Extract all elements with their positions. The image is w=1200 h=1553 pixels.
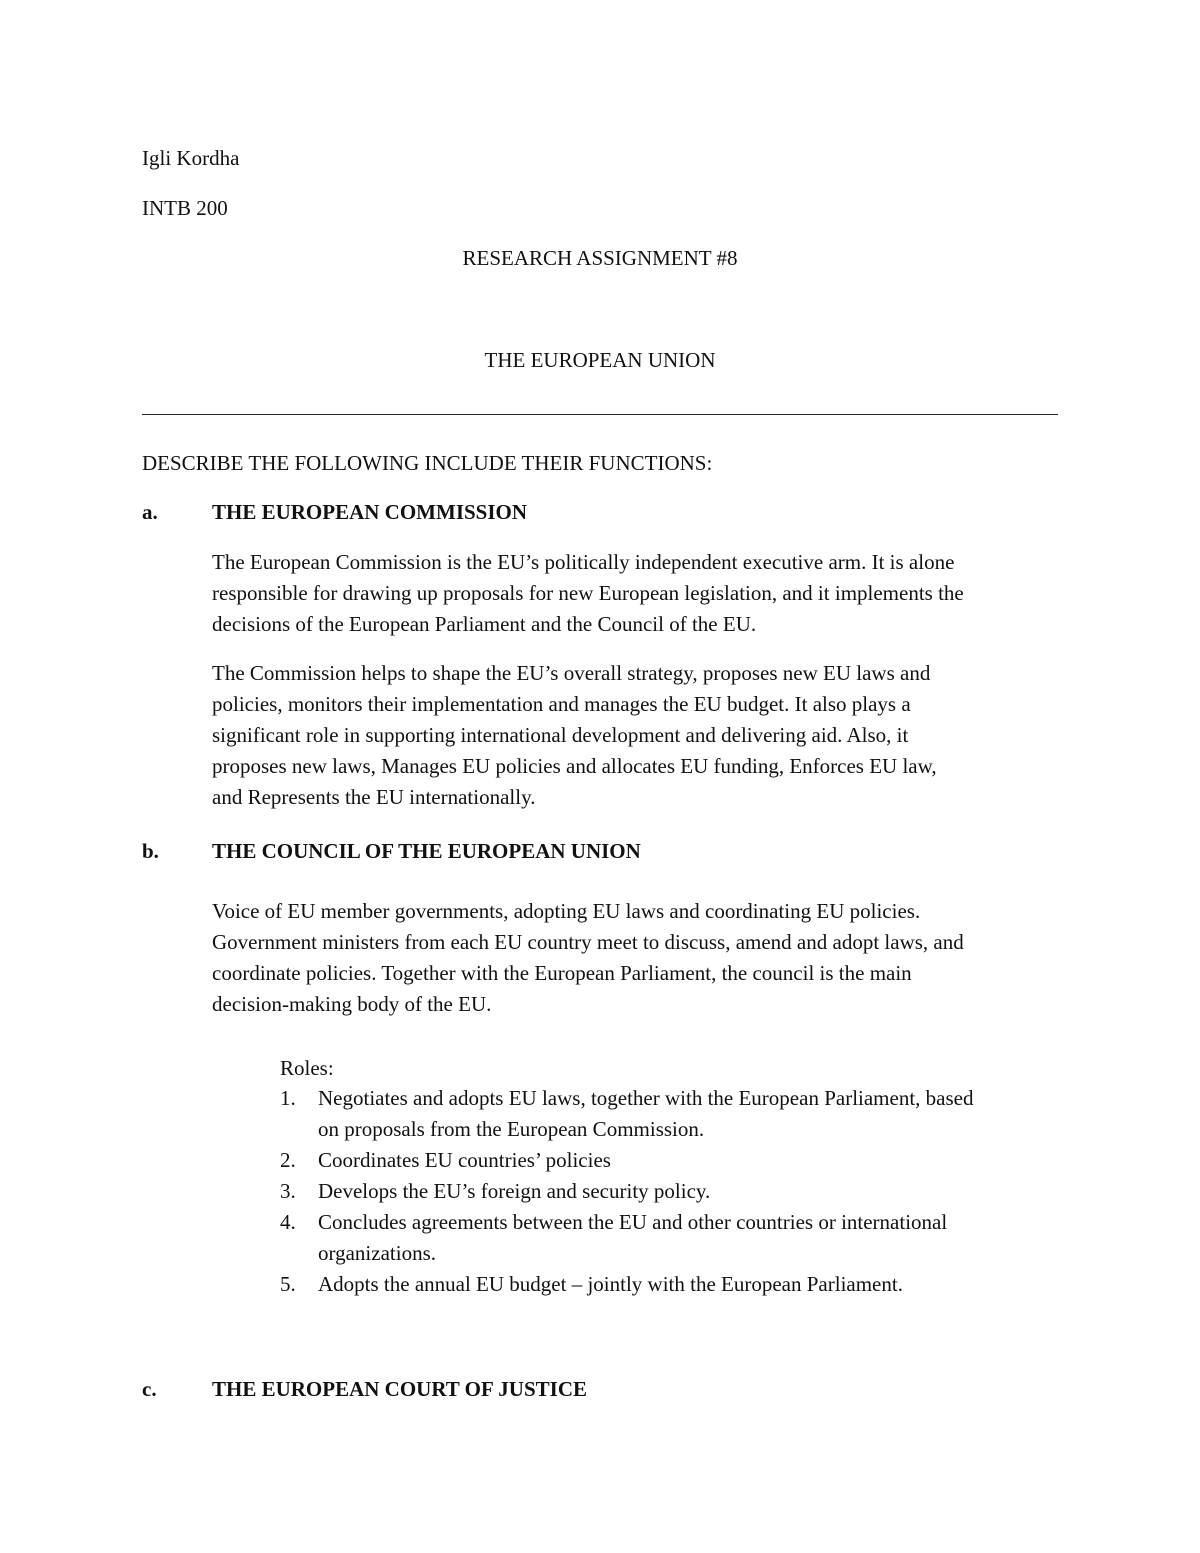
list-item-text: Coordinates EU countries’ policies: [318, 1148, 611, 1172]
paragraph-line: proposes new laws, Manages EU policies and allocates EU funding, Enforces EU law,: [212, 754, 937, 778]
paragraph-line: decision-making body of the EU.: [212, 992, 492, 1016]
paragraph-line: significant role in supporting international development and delivering aid. Also, it: [212, 723, 909, 747]
paragraph-line: Government ministers from each EU country meet to discuss, amend and adopt laws, and: [212, 930, 964, 954]
roles-heading: Roles:: [280, 1056, 334, 1080]
paragraph-line: decisions of the European Parliament and the Council of the EU.: [212, 612, 757, 636]
list-item-text: organizations.: [318, 1241, 437, 1265]
list-item-text: on proposals from the European Commission.: [318, 1117, 705, 1141]
paragraph-line: The European Commission is the EU’s politically independent executive arm. It is alone: [212, 550, 955, 574]
list-item-number: 1.: [280, 1086, 296, 1110]
paragraph-line: and Represents the EU internationally.: [212, 785, 536, 809]
roles-list: [280, 1083, 1080, 1300]
list-item-number: 3.: [280, 1179, 296, 1203]
paragraph-line: responsible for drawing up proposals for new European legislation, and it implements the: [212, 581, 964, 605]
list-item: [280, 1083, 1080, 1145]
student-name: Igli Kordha: [142, 146, 240, 170]
list-item-text: Adopts the annual EU budget – jointly with the European Parliament.: [318, 1272, 903, 1296]
paragraph-line: policies, monitors their implementation and manages the EU budget. It also plays a: [212, 692, 911, 716]
section-b-paragraph-1: [212, 896, 1072, 1020]
section-c-title: THE EUROPEAN COURT OF JUSTICE: [212, 1377, 587, 1401]
instruction-heading: DESCRIBE THE FOLLOWING INCLUDE THEIR FUNCTIONS:: [142, 451, 713, 475]
list-item: [280, 1176, 1080, 1207]
list-item-number: 2.: [280, 1148, 296, 1172]
list-item-number: 5.: [280, 1272, 296, 1296]
list-item-text: Concludes agreements between the EU and other countries or international: [318, 1210, 948, 1234]
assignment-title: RESEARCH ASSIGNMENT #8: [462, 246, 738, 270]
section-a-label: a.: [142, 500, 158, 524]
section-b-title: THE COUNCIL OF THE EUROPEAN UNION: [212, 839, 641, 863]
course-code: INTB 200: [142, 196, 228, 220]
list-item: [280, 1269, 1080, 1300]
list-item-text: Develops the EU’s foreign and security policy.: [318, 1179, 711, 1203]
paragraph-line: coordinate policies. Together with the European Parliament, the council is the main: [212, 961, 912, 985]
section-c-label: c.: [142, 1377, 157, 1401]
list-item-number: 4.: [280, 1210, 296, 1234]
list-item: [280, 1145, 1080, 1176]
section-b-label: b.: [142, 839, 159, 863]
paragraph-line: Voice of EU member governments, adopting EU laws and coordinating EU policies.: [212, 899, 921, 923]
section-a-paragraph-1: [212, 547, 1072, 640]
horizontal-rule: [142, 414, 1058, 415]
list-item: [280, 1207, 1080, 1269]
paragraph-line: The Commission helps to shape the EU’s overall strategy, proposes new EU laws and: [212, 661, 931, 685]
section-a-title: THE EUROPEAN COMMISSION: [212, 500, 528, 524]
topic-title: THE EUROPEAN UNION: [484, 348, 716, 372]
list-item-text: Negotiates and adopts EU laws, together with the European Parliament, based: [318, 1086, 974, 1110]
section-a-paragraph-2: [212, 658, 1072, 813]
